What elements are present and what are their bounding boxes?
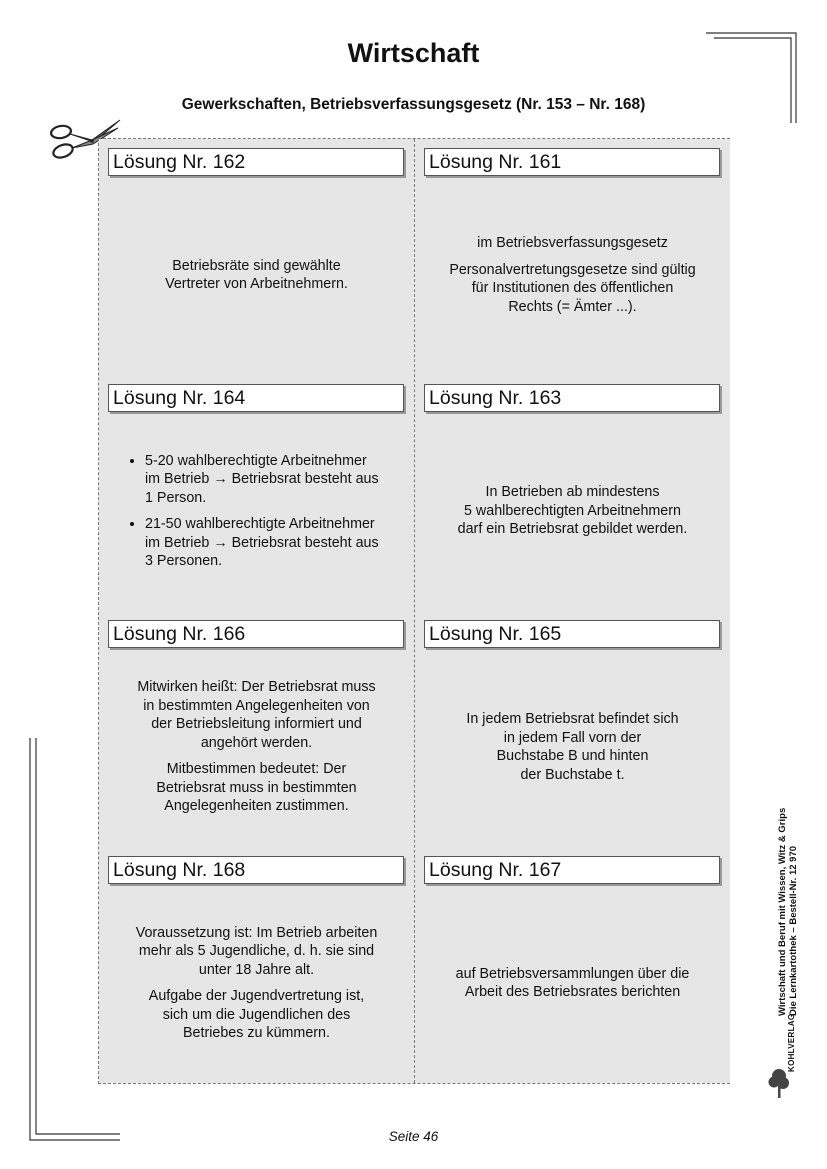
card-content — [111, 181, 402, 369]
card-text: Mitbestimmen bedeutet: Der Betriebsrat muss in bestimmten Angelegenheiten zustimmen. — [156, 761, 357, 815]
card-content — [111, 417, 402, 605]
solution-card — [415, 375, 730, 611]
card-text: im Betriebsverfassungsgesetz — [477, 235, 668, 251]
side-series-title: Wirtschaft und Beruf mit Wissen, Witz & Grips — [777, 807, 788, 1016]
solution-card — [99, 375, 414, 611]
solution-card — [415, 847, 730, 1083]
card-label: Lösung Nr. 164 — [108, 384, 404, 412]
card-label: Lösung Nr. 162 — [108, 148, 404, 176]
solution-card — [99, 847, 414, 1083]
card-label: Lösung Nr. 166 — [108, 620, 404, 648]
solution-card — [99, 139, 414, 375]
card-content — [427, 181, 718, 369]
publisher-logo-text: KOHLVERLAG — [787, 1013, 796, 1072]
card-content — [427, 889, 718, 1077]
card-text: auf Betriebsversammlungen über die Arbeit des Betriebsrates berichten — [455, 965, 690, 1000]
side-publication-info — [777, 808, 799, 1016]
card-label: Lösung Nr. 163 — [424, 384, 720, 412]
solution-card — [415, 611, 730, 847]
card-text: In Betrieben ab mindestens 5 wahlberechtigten Arbeitnehmern darf ein Betriebsrat gebildet werden. — [457, 484, 688, 538]
card-text: Voraussetzung ist: Im Betrieb arbeiten mehr als 5 Jugendliche, d. h. sie sind unter 18 Jahre alt. — [135, 924, 378, 978]
solution-card — [415, 139, 730, 375]
card-text: Personalvertretungsgesetze sind gültig für Institutionen des öffentlichen Rechts (= Ämter ...). — [449, 261, 696, 315]
subtitle-text: Gewerkschaften, Betriebsverfassungsgesetz (Nr. 153 – Nr. 168) — [181, 96, 646, 113]
card-text: In jedem Betriebsrat befindet sich in jedem Fall vorn der Buchstabe B und hinten der Buchstabe t. — [466, 711, 679, 783]
bullet-item: • 5-20 wahlberechtigte Arbeitnehmer im Betrieb → Betriebsrat besteht aus 1 Person. — [145, 452, 402, 508]
card-label: Lösung Nr. 168 — [108, 856, 404, 884]
card-content — [427, 417, 718, 605]
card-text: Betriebsräte sind gewählte Vertreter von Arbeitnehmern. — [165, 257, 348, 292]
page-number: Seite 46 — [388, 1129, 439, 1144]
page-title: Wirtschaft — [347, 38, 480, 68]
card-label: Lösung Nr. 167 — [424, 856, 720, 884]
card-text: Aufgabe der Jugendvertretung ist, sich um die Jugendlichen des Betriebes zu kümmern. — [148, 988, 365, 1041]
bullet-list — [111, 452, 402, 571]
side-order-number: Die Lernkartothek – Bestell-Nr. 12 970 — [788, 845, 799, 1016]
card-content — [111, 889, 402, 1077]
card-content — [427, 653, 718, 841]
bullet-item: • 21-50 wahlberechtigte Arbeitnehmer im Betrieb → Betriebsrat besteht aus 3 Personen. — [145, 515, 402, 571]
page-subtitle — [0, 96, 827, 114]
solution-card — [99, 611, 414, 847]
card-content — [111, 653, 402, 841]
card-label: Lösung Nr. 161 — [424, 148, 720, 176]
card-label: Lösung Nr. 165 — [424, 620, 720, 648]
card-text: Mitwirken heißt: Der Betriebsrat muss in bestimmten Angelegenheiten von der Betriebsleitung informiert und angehört werden. — [137, 679, 376, 751]
